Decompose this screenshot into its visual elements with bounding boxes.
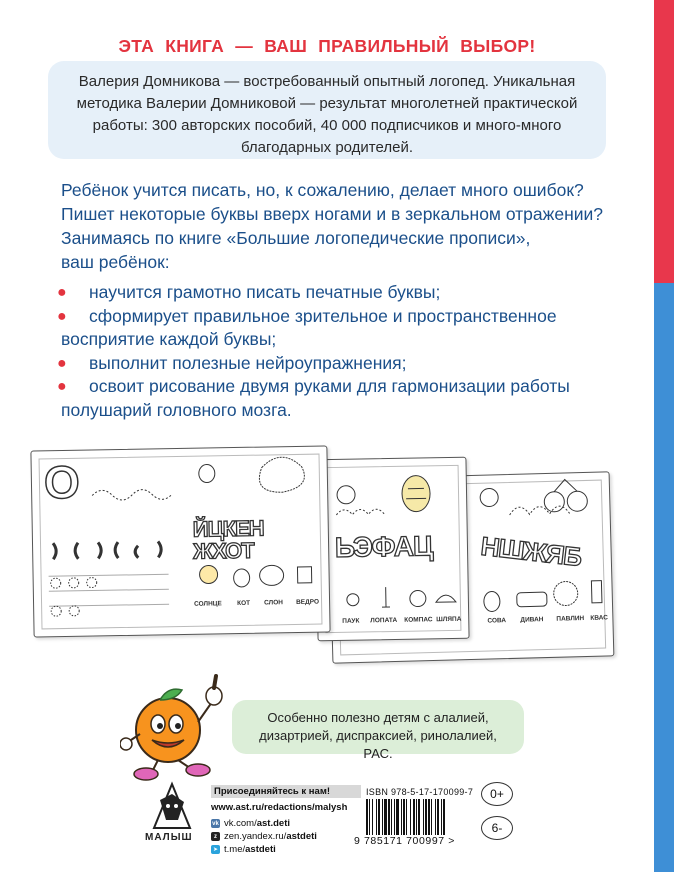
recommendation-box	[232, 700, 524, 761]
list-item: ● выполнит полезные нейроупражнения;	[61, 352, 621, 376]
scrambled-letters: ЬЭФАЦ	[334, 530, 433, 563]
side-stripe-blue	[654, 283, 674, 872]
scrambled-letters: ЙЦКЕН ЖХОТ	[192, 515, 264, 564]
picture-label: КОМПАС	[404, 616, 433, 624]
zen-icon: z	[211, 832, 220, 841]
list-item: ● освоит рисование двумя руками для гармонизации работы полушарий головного мозга.	[57, 376, 570, 420]
picture-label: КВАС	[590, 614, 609, 622]
picture-label: ШЛЯПА	[436, 615, 462, 624]
telegram-icon: ➤	[212, 847, 219, 853]
recommendation-line: дизартрией, диспраксией, ринолалией, РАС.	[259, 728, 497, 761]
social-link-vk[interactable]: vk vk.com/ ast.deti	[212, 818, 290, 829]
publisher-logo	[142, 780, 202, 832]
publisher-name: МАЛЫШ	[145, 832, 193, 843]
lead-line: Занимаясь по книге «Большие логопедические прописи»,	[61, 228, 531, 248]
list-item: ● научится грамотно писать печатные буквы;	[61, 281, 621, 305]
scrambled-letters: НШЖЯБ	[479, 530, 583, 573]
picture-label: СОЛНЦЕ	[194, 600, 222, 608]
worksheet-preview-1	[30, 445, 330, 637]
intro-box	[48, 61, 606, 159]
intro-line: Валерия Домникова — востребованный опытный логопед. Уникальная	[78, 73, 576, 90]
picture-label: ВЕДРО	[296, 598, 320, 606]
bullet-dot-icon: ●	[57, 354, 67, 372]
bullet-dot-icon: ●	[57, 284, 67, 301]
barcode-number: 9 785171 700997 >	[354, 835, 455, 847]
lead-line: ваш ребёнок:	[61, 252, 170, 272]
picture-label: СЛОН	[264, 599, 283, 607]
headline: ЭТА КНИГА — ВАШ ПРАВИЛЬНЫЙ ВЫБОР!	[118, 36, 536, 56]
lead-line: Ребёнок учится писать, но, к сожалению, делает много ошибок?	[61, 180, 584, 200]
bullet-dot-icon: ●	[57, 378, 67, 395]
vk-icon: vk	[212, 820, 219, 827]
intro-line: методика Валерии Домниковой — результат многолетней практической	[76, 95, 578, 112]
bullet-dot-icon: ●	[57, 307, 67, 325]
social-link-telegram[interactable]: ➤ t.me/ astdeti	[212, 844, 276, 855]
isbn-text: ISBN 978-5-17-170099-7	[366, 787, 474, 797]
list-item: ● сформирует правильное зрительное и пространственное восприятие каждой буквы;	[57, 305, 557, 349]
picture-label: ПАВЛИН	[556, 615, 585, 623]
picture-label: СОВА	[487, 617, 507, 625]
website-link[interactable]: www.ast.ru/redactions/malysh	[211, 802, 348, 813]
social-link-zen[interactable]: z zen.yandex.ru/ astdeti	[211, 831, 317, 842]
big-letter: О	[43, 455, 81, 509]
worksheet-preview-2	[314, 457, 469, 642]
orange-mascot-illustration	[120, 672, 230, 784]
age-rating-badge: 0+	[481, 782, 513, 806]
picture-label: ЛОПАТА	[370, 616, 398, 625]
barcode	[366, 799, 474, 835]
join-us-label: Присоединяйтесь к нам!	[211, 785, 361, 798]
side-stripe-red	[654, 0, 674, 283]
benefits-list	[57, 281, 621, 422]
picture-label: КОТ	[237, 599, 251, 608]
intro-line: благодарных родителей.	[240, 139, 413, 156]
recommendation-line: Особенно полезно детям с алалией,	[267, 710, 489, 725]
intro-line: работы: 300 авторских пособий, 40 000 подписчиков и много-много	[92, 117, 562, 134]
picture-label: ПАУК	[342, 617, 360, 625]
lead-paragraph	[61, 178, 641, 274]
age-rating-badge: 6-	[481, 816, 513, 840]
picture-label: ДИВАН	[520, 616, 544, 624]
lead-line: Пишет некоторые буквы вверх ногами и в зеркальном отражении?	[61, 204, 604, 224]
